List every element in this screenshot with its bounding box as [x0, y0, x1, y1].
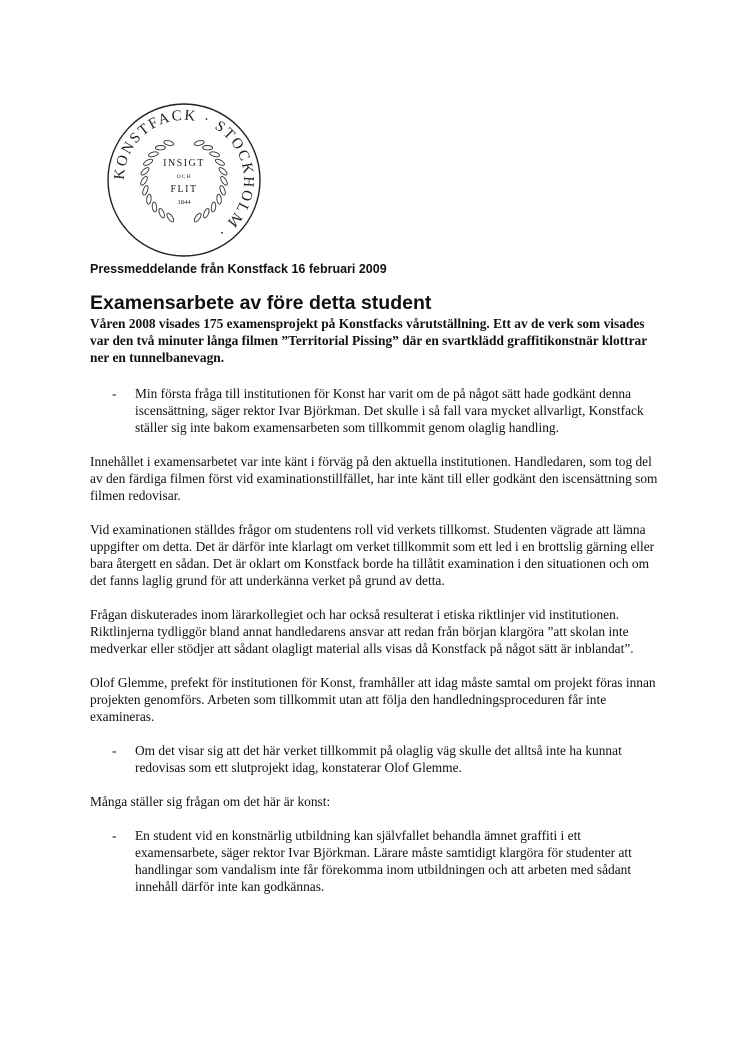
quote-text: Min första fråga till institutionen för Konst har varit om de på något sätt hade godkänt denna iscensättning, säger rektor Ivar Björkman. Det skulle i så fall vara mycket allvarligt, Konstfack ställer sig inte bakom examensarbeten som tillkommit genom olaglig handling.: [135, 386, 644, 435]
laurel-leaf: [216, 194, 221, 204]
article-lead: Våren 2008 visades 175 examensprojekt på Konstfacks vårutställning. Ett av de verk som visades var den två minuter långa filmen ”Territorial Pissing” där en svartklädd graffitikonstnär klottrar ner en tunnelbanevagn.: [90, 316, 647, 365]
body-paragraph: Olof Glemme, prefekt för institutionen för Konst, framhåller att idag måste samtal om projekt föras innan projekten genomförs. Arbeten som tillkommit utan att följa den handledningsproceduren får inte examineras.: [90, 675, 656, 724]
quote-block: [90, 385, 665, 436]
body-paragraph: Vid examinationen ställdes frågor om studentens roll vid verkets tillkomst. Studenten vägrade att lämna uppgifter om detta. Det är därför inte klarlagt om verket tillkommit som ett led i en brottslig gärning eller bara återgett en sådan. Det är oklart om Konstfack borde ha tillåtit examination i den situationen och om det fanns laglig grund för att underkänna verket på grund av detta.: [90, 522, 655, 588]
body-paragraph: Många ställer sig frågan om det här är konst:: [90, 794, 331, 809]
laurel-leaf: [219, 175, 228, 186]
laurel-leaf: [152, 202, 158, 212]
laurel-leaf: [209, 151, 220, 158]
quote-dash: -: [112, 828, 117, 843]
laurel-leaf: [148, 151, 159, 158]
laurel-leaf: [140, 166, 150, 176]
quote-dash: -: [112, 386, 117, 401]
laurel-leaf: [203, 145, 213, 150]
laurel-leaf: [194, 140, 205, 146]
article-title: Examensarbete av före detta student: [90, 292, 432, 314]
seal-motto-och: OCH: [176, 174, 192, 180]
quote-block: [90, 827, 665, 895]
laurel-leaf: [214, 158, 225, 167]
laurel-leaf: [166, 212, 175, 223]
laurel-leaf: [139, 175, 148, 186]
quote-block: [90, 742, 665, 776]
laurel-leaf: [163, 140, 174, 146]
laurel-leaf: [218, 166, 228, 176]
seal-ring-text: KONSTFACK · STOCKHOLM ·: [111, 107, 257, 242]
laurel-leaf: [155, 145, 165, 150]
seal-graphic: [104, 100, 264, 260]
seal-motto-flit: FLIT: [170, 184, 198, 195]
laurel-leaf: [146, 194, 151, 204]
quote-text: Om det visar sig att det här verket tillkommit på olaglig väg skulle det alltså inte ha kunnat redovisas som ett slutprojekt idag, konstaterar Olof Glemme.: [135, 743, 622, 775]
quote-dash: -: [112, 743, 117, 758]
seal-year: 1844: [177, 199, 191, 206]
article-body: [90, 262, 665, 912]
body-paragraph: Frågan diskuterades inom lärarkollegiet och har också resulterat i etiska riktlinjer vid institutionen. Riktlinjerna tydliggör bland annat handledarens ansvar att redan från början klargöra ”att skolan inte medverkar eller stödjer att sådant olagligt material alls visas då Konstfack på något sätt är inblandat”.: [90, 607, 634, 656]
laurel-leaf: [142, 185, 150, 196]
quote-text: En student vid en konstnärlig utbildning kan självfallet behandla ämnet graffiti i ett examensarbete, säger rektor Ivar Björkman. Lärare måste samtidigt klargöra för studenter att handlingar som vandalism inte får förekomma inom utbildningen och att arbeten med sådant innehåll därför inte kan godkännas.: [135, 828, 632, 894]
laurel-leaf: [193, 212, 202, 223]
laurel-leaf: [158, 208, 166, 219]
laurel-leaf: [219, 185, 227, 196]
laurel-leaf: [211, 202, 217, 212]
body-paragraph: Innehållet i examensarbetet var inte känt i förväg på den aktuella institutionen. Handledaren, som tog del av den färdiga filmen först vid examinationstillfället, har inte känt till eller godkänt den iscensättning som filmen redovisar.: [90, 454, 658, 503]
seal-motto-insigt: INSIGT: [163, 158, 205, 169]
laurel-leaf: [202, 208, 210, 219]
press-release-line: Pressmeddelande från Konstfack 16 februari 2009: [90, 262, 387, 276]
konstfack-seal-logo: [104, 100, 264, 260]
laurel-leaf: [143, 158, 154, 167]
